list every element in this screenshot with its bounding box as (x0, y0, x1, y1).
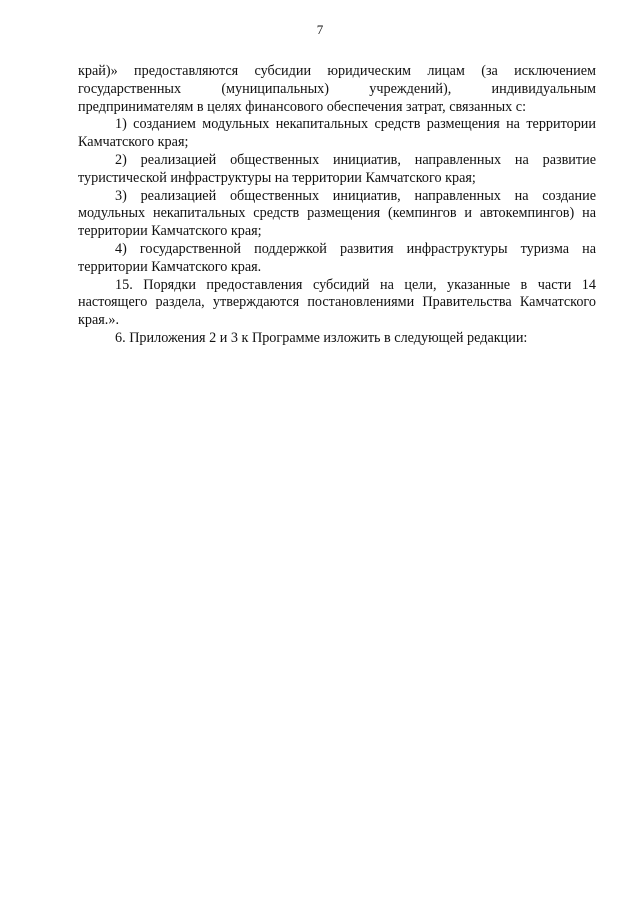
paragraph-item-3: 3) реализацией общественных инициатив, направленных на создание модульных некапитальных средств размещения (кемпингов и автокемпингов) на территории Камчатского края; (78, 187, 596, 240)
paragraph-item-1: 1) созданием модульных некапитальных средств размещения на территории Камчатского края; (78, 116, 596, 151)
paragraph-item-2: 2) реализацией общественных инициатив, направленных на развитие туристической инфраструктуры на территории Камчатского края; (78, 151, 596, 186)
paragraph-point-6: 6. Приложения 2 и 3 к Программе изложить в следующей редакции: (115, 329, 528, 346)
paragraph-item-4: 4) государственной поддержкой развития инфраструктуры туризма на территории Камчатского края. (78, 240, 596, 275)
page-number: 7 (316, 22, 324, 37)
document-body (78, 63, 596, 348)
paragraph-continuation: край)» предоставляются субсидии юридическим лицам (за исключением государственных (муниципальных) учреждений), индивидуальным предпринимателям в целях финансового обеспечения затрат, связанных с: (78, 63, 596, 115)
paragraph-section-15: 15. Порядки предоставления субсидий на цели, указанные в части 14 настоящего раздела, утверждаются постановлениями Правительства Камчатского края.». (78, 276, 596, 329)
